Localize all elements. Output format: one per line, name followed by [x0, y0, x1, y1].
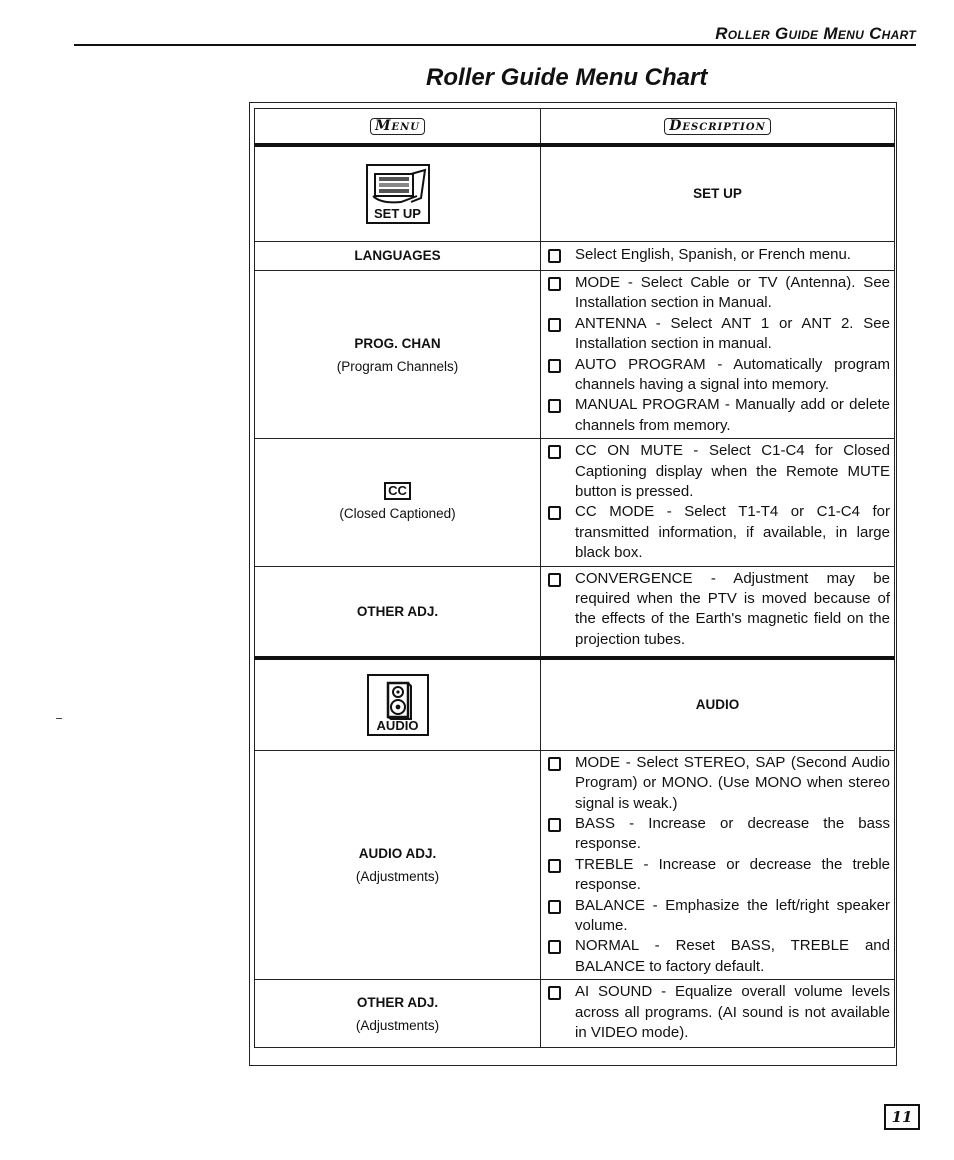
description-column-header [541, 109, 895, 146]
description-header-label: Description [664, 118, 770, 135]
other-adj-setup-description-cell [541, 566, 895, 658]
table-header-row [255, 109, 895, 146]
checkbox-bullet-icon [548, 359, 561, 373]
prog-chan-menu-cell [255, 270, 541, 438]
menu-column-header [255, 109, 541, 146]
setup-icon [366, 164, 430, 224]
other-adj-audio-sublabel: (Adjustments) [355, 1017, 440, 1033]
list-item: CONVERGENCE - Adjustment may be required when the PTV is moved because of the effects of the Earth's magnetic field on the projection tubes. [547, 569, 890, 651]
other-adj-setup-menu-cell [255, 566, 541, 658]
setup-icon-label: SET UP [374, 205, 421, 221]
table-row-audio [255, 658, 895, 750]
checkbox-bullet-icon [548, 986, 561, 1000]
checkbox-bullet-icon [548, 399, 561, 413]
checkbox-bullet-icon [548, 249, 561, 263]
list-item: Select English, Spanish, or French menu. [547, 245, 890, 265]
other-adj-audio-label: OTHER ADJ. [356, 994, 439, 1010]
page-title: Roller Guide Menu Chart [426, 64, 708, 91]
table-row-closed-captioned [255, 439, 895, 566]
setup-description-title: SET UP [541, 145, 895, 241]
list-item: TREBLE - Increase or decrease the treble response. [547, 855, 890, 896]
list-item: MODE - Select STEREO, SAP (Second Audio Program) or MONO. (Use MONO when stereo signal is weak.) [547, 753, 890, 814]
audio-icon-cell [255, 658, 541, 750]
checkbox-bullet-icon [548, 757, 561, 771]
checkbox-bullet-icon [548, 277, 561, 291]
menu-chart-table-wrap [254, 108, 894, 1048]
menu-header-label: Menu [370, 118, 425, 135]
list-item: AUTO PROGRAM - Automatically program channels having a signal into memory. [547, 355, 890, 396]
checkbox-bullet-icon [548, 445, 561, 459]
cc-sublabel: (Closed Captioned) [339, 506, 456, 522]
audio-adj-label: AUDIO ADJ. [358, 845, 437, 861]
setup-icon-cell [255, 145, 541, 241]
checkbox-bullet-icon [548, 318, 561, 332]
list-item: BALANCE - Emphasize the left/right speaker volume. [547, 896, 890, 937]
list-item: BASS - Increase or decrease the bass response. [547, 814, 890, 855]
page-number: 11 [884, 1104, 920, 1130]
prog-chan-sublabel: (Program Channels) [336, 358, 459, 374]
other-adj-audio-description-cell [541, 980, 895, 1048]
table-row-other-adj-audio [255, 980, 895, 1048]
languages-menu-cell [255, 241, 541, 270]
checkbox-bullet-icon [548, 940, 561, 954]
checkbox-bullet-icon [548, 818, 561, 832]
list-item: CC ON MUTE - Select C1-C4 for Closed Captioning display when the Remote MUTE button is pressed. [547, 441, 890, 502]
audio-adj-description-cell [541, 750, 895, 979]
list-item: ANTENNA - Select ANT 1 or ANT 2. See Installation section in manual. [547, 314, 890, 355]
prog-chan-label: PROG. CHAN [354, 335, 441, 351]
speaker-icon [367, 674, 429, 736]
header-rule [74, 44, 916, 46]
audio-icon-label: AUDIO [376, 717, 419, 733]
cc-description-cell [541, 439, 895, 566]
prog-chan-description-cell [541, 270, 895, 438]
audio-adj-menu-cell [255, 750, 541, 979]
menu-chart-table [254, 108, 895, 1048]
audio-adj-sublabel: (Adjustments) [355, 868, 440, 884]
table-row-other-adj-setup [255, 566, 895, 658]
audio-description-title: AUDIO [541, 658, 895, 750]
checkbox-bullet-icon [548, 506, 561, 520]
table-row-setup [255, 145, 895, 241]
checkbox-bullet-icon [548, 573, 561, 587]
checkbox-bullet-icon [548, 900, 561, 914]
list-item: AI SOUND - Equalize overall volume levels across all programs. (AI sound is not available in VIDEO mode). [547, 982, 890, 1043]
other-adj-setup-label: OTHER ADJ. [356, 603, 439, 619]
table-row-prog-chan [255, 270, 895, 438]
margin-mark [56, 718, 62, 719]
closed-caption-icon: CC [384, 482, 411, 500]
list-item: MANUAL PROGRAM - Manually add or delete channels from memory. [547, 395, 890, 436]
cc-menu-cell [255, 439, 541, 566]
table-row-audio-adj [255, 750, 895, 979]
list-item: NORMAL - Reset BASS, TREBLE and BALANCE to factory default. [547, 936, 890, 977]
table-row-languages [255, 241, 895, 270]
languages-description-cell [541, 241, 895, 270]
list-item: MODE - Select Cable or TV (Antenna). See Installation section in Manual. [547, 273, 890, 314]
checkbox-bullet-icon [548, 859, 561, 873]
running-header: Roller Guide Menu Chart [715, 24, 916, 43]
languages-label: LANGUAGES [354, 248, 441, 264]
list-item: CC MODE - Select T1-T4 or C1-C4 for transmitted information, if available, in large black box. [547, 502, 890, 563]
other-adj-audio-menu-cell [255, 980, 541, 1048]
